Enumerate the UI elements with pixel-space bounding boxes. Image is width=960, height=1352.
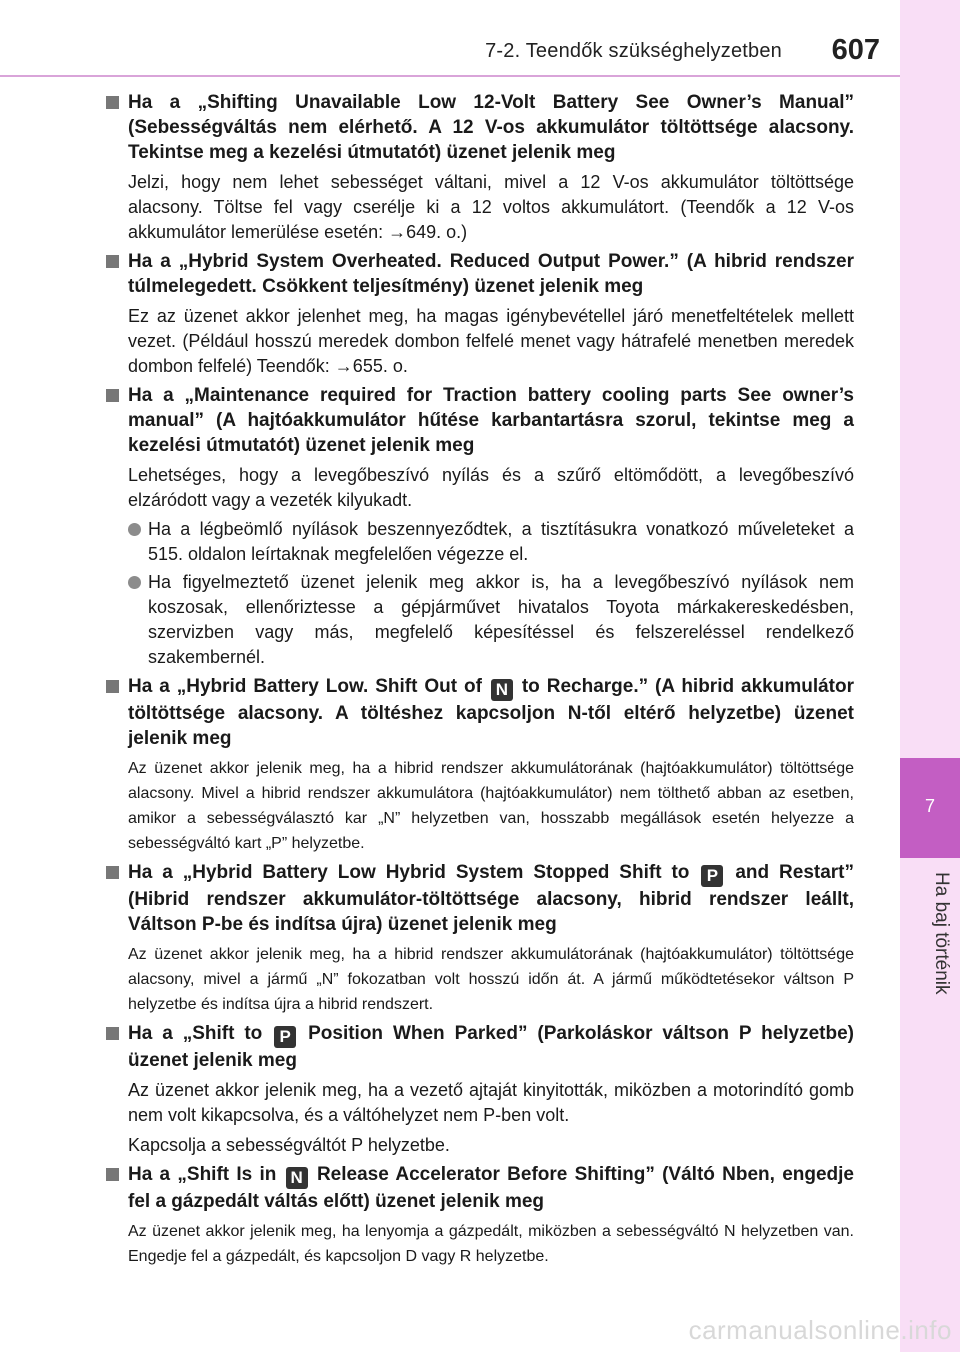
section-body-2: Kapcsolja a sebességváltót P helyzetbe. <box>128 1135 450 1155</box>
square-bullet-icon <box>106 255 119 268</box>
square-bullet-icon <box>106 96 119 109</box>
section-heading: Ha a „Shift Is in N Release Accelerator Before Shifting” (Váltó Nben, engedje fel a gázpedált váltás előtt) üzenet jelenik meg <box>106 1162 854 1214</box>
section-body: Lehetséges, hogy a levegőbeszívó nyílás és a szűrő eltömődött, a levegőbeszívó elzáródott vagy a vezeték kilyukadt. <box>128 465 854 510</box>
section-heading: Ha a „Maintenance required for Traction battery cooling parts See owner’s manual” (A hajtóakkumulátor hűtése karbantartásra szorul, tekintse meg a kezelési útmutatót) üzenet jelenik meg <box>106 383 854 458</box>
gear-n-icon: N <box>286 1167 308 1189</box>
section-heading: Ha a „Shift to P Position When Parked” (Parkoláskor váltson P helyzetbe) üzenet jelenik meg <box>106 1021 854 1073</box>
watermark: carmanualsonline.info <box>688 1315 952 1345</box>
square-bullet-icon <box>106 680 119 693</box>
gear-n-icon: N <box>491 679 513 701</box>
section-hybrid-battery-low <box>106 674 854 856</box>
section-body: Jelzi, hogy nem lehet sebességet váltani, mivel a 12 V-os akkumulátor töltöttsége alacsony. Töltse fel vagy cserélje ki a 12 voltos akkumulátort. (Teendők a 12 V-os akkumulátor lemerülése esetén: →649. o.) <box>128 172 854 242</box>
chapter-number: 7 <box>924 796 935 816</box>
page-content <box>106 90 854 1273</box>
section-shift-to-p <box>106 1021 854 1158</box>
section-body: Az üzenet akkor jelenik meg, ha a hibrid rendszer akkumulátorának (hajtóakkumulátor) töltöttsége alacsony. Mivel a hibrid rendszer akkumulátora (hajtóakkumulátor) nem tölthető abban az esetben, amikor a sebességválasztó kar „N” helyzetben van, hosszabb megállások esetén helyezze a sebességváltó kart „P” helyzetbe. <box>128 760 854 852</box>
section-body: Az üzenet akkor jelenik meg, ha a vezető ajtaját kinyitották, miközben a motorindító gomb nem volt kikapcsolva, és a váltóhelyzet nem P-ben volt. <box>128 1080 854 1125</box>
chapter-label: Ha baj történik <box>931 872 952 995</box>
square-bullet-icon <box>106 389 119 402</box>
header-divider <box>0 75 900 77</box>
gear-p-icon: P <box>701 865 723 887</box>
round-bullet-icon <box>128 523 141 536</box>
section-hybrid-system-stopped <box>106 860 854 1017</box>
section-heading: Ha a „Hybrid Battery Low. Shift Out of N to Recharge.” (A hibrid akkumulátor töltöttsége alacsony. A töltéshez kapcsoljon N-től eltérő helyzetbe) üzenet jelenik meg <box>106 674 854 751</box>
round-bullet-icon <box>128 576 141 589</box>
section-heading: Ha a „Hybrid System Overheated. Reduced Output Power.” (A hibrid rendszer túlmelegedett. Csökkent teljesítmény) üzenet jelenik meg <box>106 249 854 299</box>
section-body: Az üzenet akkor jelenik meg, ha a hibrid rendszer akkumulátorának (hajtóakkumulátor) töltöttsége alacsony, mivel a jármű „N” fokozatban volt hosszú időn át. A jármű működtetésekor váltson P helyzetbe és indítsa újra a hibrid rendszert. <box>128 946 854 1013</box>
gear-p-icon: P <box>274 1026 296 1048</box>
list-item: Ha a légbeömlő nyílások beszennyeződtek, a tisztításukra vonatkozó műveleteket a 515. oldalon leírtaknak megfelelően végezze el. <box>106 517 854 567</box>
section-body: Ez az üzenet akkor jelenhet meg, ha magas igénybevétellel járó menetfeltételek mellett vezet. (Például hosszú meredek dombon felfelé menet vagy hátrafelé menetben meredek dombon felfelé) Teendők: →655. o. <box>128 306 854 376</box>
square-bullet-icon <box>106 1027 119 1040</box>
page-header <box>0 0 900 78</box>
section-heading: Ha a „Shifting Unavailable Low 12-Volt Battery See Owner’s Manual” (Sebességváltás nem elérhető. A 12 V-os akkumulátor töltöttsége alacsony. Tekintse meg a kezelési útmutatót) üzenet jelenik meg <box>106 90 854 165</box>
section-body: Az üzenet akkor jelenik meg, ha lenyomja a gázpedált, miközben a sebességváltó N helyzetben van. Engedje fel a gázpedált, és kapcsoljon D vagy R helyzetbe. <box>128 1223 854 1265</box>
side-tab-strip <box>900 0 960 1352</box>
list-item: Ha figyelmeztető üzenet jelenik meg akkor is, ha a levegőbeszívó nyílások nem koszosak, ellenőriztesse a gépjárművet hivatalos Toyota márkakereskedésben, szervizben vagy más, megfelelő képesítéssel és felszereléssel rendelkező szakembernél. <box>106 570 854 670</box>
section-heading: Ha a „Hybrid Battery Low Hybrid System Stopped Shift to P and Restart” (Hibrid rendszer akkumulátor-töltöttsége alacsony, hibrid rendszer leállt, Váltson P-be és indítsa újra) üzenet jelenik meg <box>106 860 854 937</box>
square-bullet-icon <box>106 1168 119 1181</box>
page-number: 607 <box>831 34 880 66</box>
section-hybrid-overheated <box>106 249 854 379</box>
section-maintenance-required <box>106 383 854 670</box>
section-title: 7-2. Teendők szükséghelyzetben <box>485 40 782 62</box>
square-bullet-icon <box>106 866 119 879</box>
section-shifting-unavailable <box>106 90 854 245</box>
section-shift-is-in-n <box>106 1162 854 1269</box>
